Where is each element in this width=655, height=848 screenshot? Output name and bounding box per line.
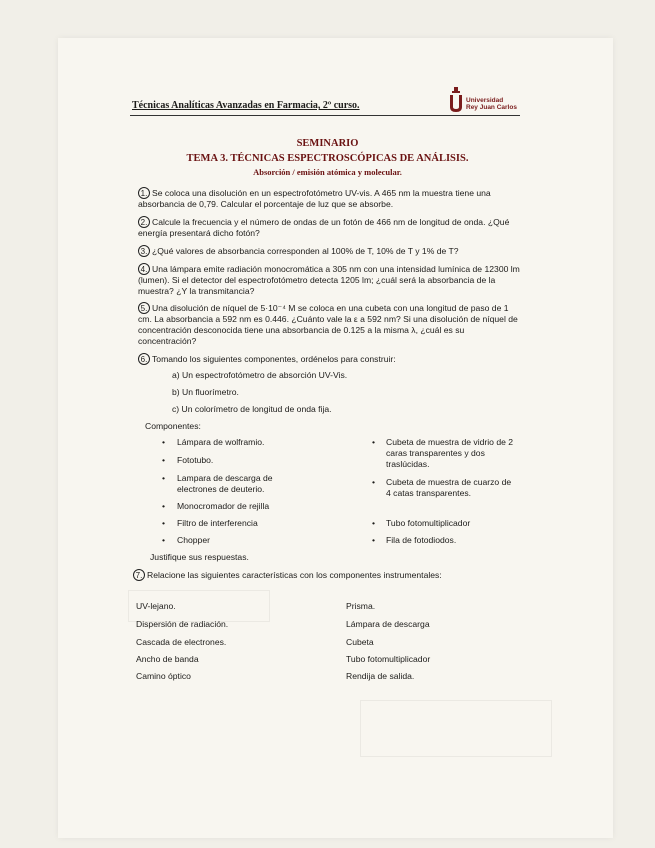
question-number: 7. — [133, 569, 145, 581]
component-right-2: Cubeta de muestra de cuarzo de 4 catas transparentes. — [386, 477, 512, 498]
logo-line-1: Universidad — [466, 97, 504, 104]
course-header: Técnicas Analíticas Avanzadas en Farmacia, 2º curso. — [132, 100, 360, 111]
topic-title: TEMA 3. TÉCNICAS ESPECTROSCÓPICAS DE ANÁLISIS. — [186, 153, 469, 164]
justify-note: Justifique sus respuestas. — [150, 552, 249, 562]
bullet: • — [162, 455, 166, 465]
question-text: Relacione las siguientes características con los componentes instrumentales: — [147, 570, 442, 580]
question-text: Tomando los siguientes componentes, ordénelos para construir: — [152, 354, 396, 364]
university-logo — [449, 83, 539, 117]
question-number: 1. — [138, 187, 150, 199]
component-left-3: Lampara de descarga de electrones de deuterio. — [177, 473, 273, 494]
q7-right-5: Rendija de salida. — [346, 671, 415, 681]
component-right-3: Tubo fotomultiplicador — [386, 518, 471, 528]
components-label: Componentes: — [145, 421, 201, 431]
question-number: 4. — [138, 263, 150, 275]
q7-left-4: Ancho de banda — [136, 654, 199, 664]
bullet: • — [162, 473, 166, 483]
q7-right-3: Cubeta — [346, 637, 374, 647]
bullet: • — [162, 518, 166, 528]
question-number: 3. — [138, 245, 150, 257]
q7-right-2: Lámpara de descarga — [346, 619, 430, 629]
component-left-1: Lámpara de wolframio. — [177, 437, 265, 447]
question-number: 5. — [138, 302, 150, 314]
question-4 — [138, 263, 520, 297]
seminar-title: SEMINARIO — [296, 138, 359, 149]
question-number: 2. — [138, 216, 150, 228]
component-right-1: Cubeta de muestra de vidrio de 2 caras transparentes y dos traslúcidas. — [386, 437, 514, 469]
question-1 — [138, 187, 520, 210]
component-left-5: Filtro de interferencia — [177, 518, 258, 528]
q6-option-b: b) Un fluorímetro. — [172, 387, 239, 397]
q7-left-5: Camino óptico — [136, 671, 191, 681]
question-text: ¿Qué valores de absorbancia corresponden al 100% de T, 10% de T y 1% de T? — [152, 246, 459, 256]
component-left-6: Chopper — [177, 535, 210, 545]
component-left-2: Fototubo. — [177, 455, 214, 465]
bullet: • — [162, 535, 166, 545]
question-text: Una disolución de níquel de 5·10⁻⁴ M se coloca en una cubeta con una longitud de paso de 1 cm. La absorbancia a 592 nm es 0.446. ¿Cuánto vale la ε a 592 nm? Si una disolución de níquel de concentración desconocida tiene una absorbancia de 0.125 a la misma λ, ¿cuál es su concentración? — [138, 303, 518, 346]
bleed-through-table — [360, 700, 552, 757]
question-3 — [138, 245, 520, 257]
question-2 — [138, 216, 520, 239]
question-number: 6. — [138, 353, 150, 365]
question-7 — [133, 569, 515, 581]
q6-option-a: a) Un espectrofotómetro de absorción UV-Vis. — [172, 370, 348, 380]
topic-subtitle: Absorción / emisión atómica y molecular. — [253, 167, 402, 177]
question-5 — [138, 302, 520, 347]
q7-left-2: Dispersión de radiación. — [136, 619, 229, 629]
university-logo-icon — [449, 87, 463, 113]
logo-line-2: Rey Juan Carlos — [466, 104, 517, 111]
bullet: • — [372, 518, 376, 528]
q7-right-1: Prisma. — [346, 601, 376, 611]
q7-left-3: Cascada de electrones. — [136, 637, 227, 647]
question-text: Una lámpara emite radiación monocromática a 305 nm con una intensidad lumínica de 12300 lm (lumen). Si el detector del espectrofotómetro detecta 1205 lm; ¿cuál será la absorbancia de la muestra? ¿Y la transmitancia? — [138, 264, 520, 296]
bullet: • — [372, 535, 376, 545]
question-text: Se coloca una disolución en un espectrofotómetro UV-vis. A 465 nm la muestra tiene una absorbancia de 0,79. Calcular el porcentaje de luz que se absorbe. — [138, 188, 491, 209]
question-text: Calcule la frecuencia y el número de ondas de un fotón de 466 nm de longitud de onda. ¿Qué energía presentará dicho fotón? — [138, 217, 510, 238]
q6-option-c: c) Un colorímetro de longitud de onda fija. — [172, 404, 332, 414]
bullet: • — [372, 437, 376, 447]
university-name — [466, 97, 517, 111]
component-left-4: Monocromador de rejilla — [177, 501, 270, 511]
q7-left-1: UV-lejano. — [136, 601, 176, 611]
bullet: • — [162, 437, 166, 447]
bullet: • — [162, 501, 166, 511]
question-6 — [138, 353, 520, 365]
q7-right-4: Tubo fotomultiplicador — [346, 654, 431, 664]
bullet: • — [372, 477, 376, 487]
component-right-4: Fila de fotodiodos. — [386, 535, 457, 545]
